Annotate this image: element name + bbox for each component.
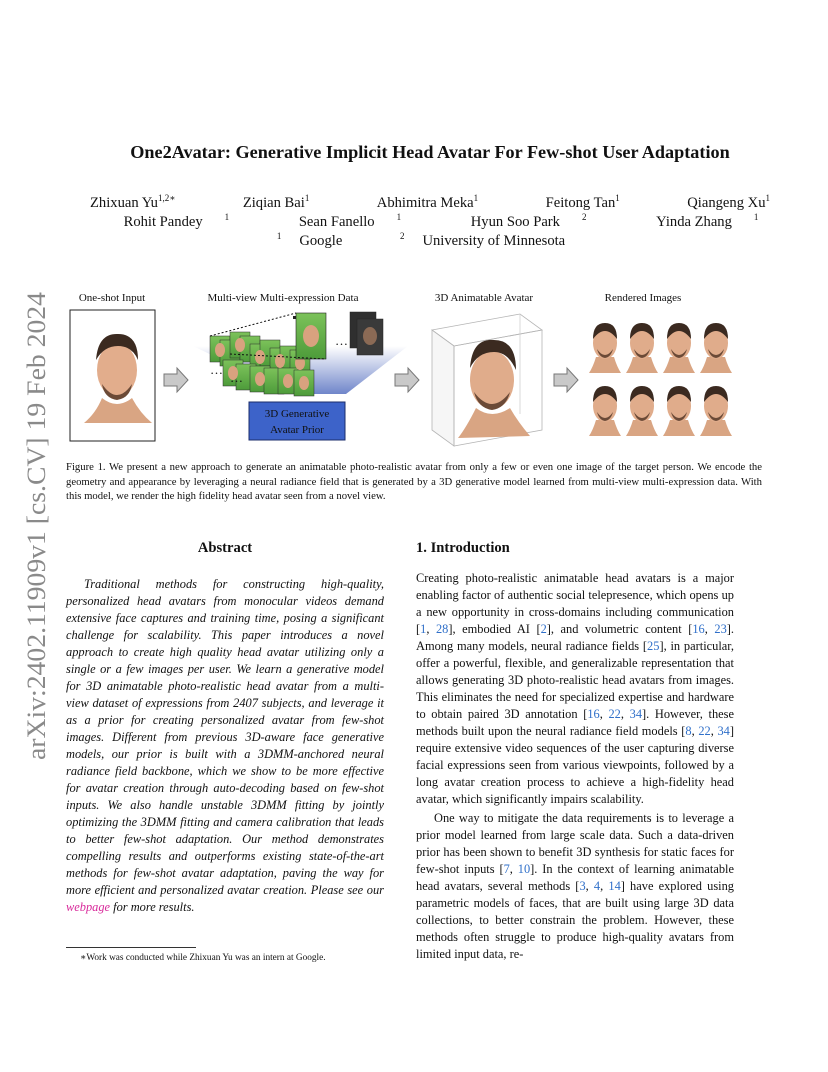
author: Sean Fanello $^1$: [298, 212, 402, 230]
intro-text-run: ,: [585, 879, 594, 893]
intro-text-run: ,: [710, 724, 718, 738]
arxiv-stamp-text: arXiv:2402.11909v1 [cs.CV] 19 Feb 2024: [22, 320, 51, 760]
arxiv-stamp: [22, 290, 52, 760]
rendered-head-thumbnail: [626, 386, 658, 436]
affiliations: [70, 233, 790, 250]
authors-row-2: [70, 214, 790, 231]
arrow-icon: [164, 368, 188, 392]
rendered-head-thumbnail: [663, 323, 695, 373]
citation-link[interactable]: 34: [717, 724, 730, 738]
footnote-rule: [66, 947, 196, 948]
avatar-cube: [432, 314, 542, 446]
intro-text-run: ,: [620, 707, 630, 721]
intro-text-run: ,: [599, 707, 609, 721]
one-shot-input-photo: [70, 310, 155, 441]
introduction-text: [416, 570, 734, 963]
citation-link[interactable]: 16: [692, 622, 705, 636]
label-multiview-data: Multi-view Multi-expression Data: [207, 292, 359, 304]
rendered-head-thumbnail: [700, 386, 732, 436]
ellipsis-dots-2: …: [210, 362, 223, 377]
intro-text-run: ]. However, these methods built upon the neural radiance field models [: [416, 707, 734, 738]
citation-link[interactable]: 16: [587, 707, 600, 721]
intro-text-run: ], embodied AI [: [448, 622, 541, 636]
arxiv-stamp-svg: [22, 290, 52, 760]
prior-line-2: Avatar Prior: [270, 424, 324, 436]
intro-text-run: ] have explored using parametric models of faces, that are built using large 3D data collections, to better constrain the problem. However, these methods often struggle to produce high-quality avatars from limited input data, re-: [416, 879, 734, 961]
intro-text-run: ,: [704, 622, 715, 636]
arrow-icon: [554, 368, 578, 392]
abstract-heading: Abstract: [197, 540, 253, 556]
generative-prior-box: [249, 402, 345, 440]
intro-text-run: ,: [600, 879, 609, 893]
affiliation: $^1$ Google: [276, 231, 343, 249]
rendered-head-thumbnail: [663, 386, 695, 436]
rendered-head-thumbnail: [626, 323, 658, 373]
intro-text-run: One way to mitigate the data requirements is to leverage a prior model learned from large scale data. Such a data-driven prior has been shown to benefit 3D synthesis for static faces for few-shot inputs [: [416, 811, 734, 876]
author: Rohit Pandey $^1$: [123, 212, 230, 230]
ellipsis-dots-1: …: [335, 333, 348, 348]
label-animatable-avatar: 3D Animatable Avatar: [434, 292, 534, 304]
intro-text-run: ,: [426, 622, 436, 636]
rendered-head-thumbnail: [589, 323, 621, 373]
rendered-head-thumbnail: [589, 386, 621, 436]
author: Yinda Zhang $^1$: [656, 212, 759, 230]
rendered-images-grid: [589, 323, 732, 436]
footnote: ∗Work was conducted while Zhixuan Yu was an intern at Google.: [80, 953, 326, 963]
citation-link[interactable]: 14: [608, 879, 621, 893]
intro-text-run: ]. In the context of learning animatable head avatars, several methods [: [416, 862, 734, 893]
teaser-figure-svg: [60, 288, 760, 448]
citation-link[interactable]: 25: [647, 639, 660, 653]
author: Hyun Soo Park $^2$: [470, 212, 587, 230]
author: Zhixuan $Yu^{1,2∗}$: [90, 193, 176, 211]
citation-link[interactable]: 10: [517, 862, 531, 876]
teaser-figure: [60, 288, 760, 448]
author: Ziqian Bai$^1$: [242, 193, 310, 211]
citation-link[interactable]: 22: [698, 724, 711, 738]
citation-link[interactable]: 4: [593, 879, 601, 893]
introduction-heading: 1. Introduction: [416, 540, 510, 556]
intro-text-run: ] require extensive video sequences of the user capturing diverse facial expressions seen from various viewpoints, followed by a long avatar creation process to achieve a high-fidelity head avatar, which significantly impairs scalability.: [416, 724, 734, 806]
citation-link[interactable]: 3: [579, 879, 586, 893]
rendered-head-thumbnail: [700, 323, 732, 373]
citation-link[interactable]: 28: [435, 622, 449, 636]
author: Feitong Tan$^1$: [545, 193, 620, 211]
intro-text-run: ], and volumetric content [: [546, 622, 693, 636]
intro-text-run: ,: [691, 724, 699, 738]
label-one-shot-input: One-shot Input: [78, 292, 146, 304]
intro-paragraph-1: [416, 570, 734, 808]
webpage-link[interactable]: webpage: [66, 900, 111, 914]
paper-title: One2Avatar: Generative Implicit Head Avatar For Few-shot User Adaptation: [130, 142, 730, 162]
abstract-text: Traditional methods for constructing high-quality, personalized head avatars from monocular videos demand extensive face captures and training time, posing a significant challenge for scalability. This paper introduces a novel approach to create high quality head avatar utilizing only a single or a few images per user. We learn a generative model for 3D animatable photo-realistic head avatar from a multi-view dataset of expressions from 2407 subjects, and leverage it as a prior for creating personalized avatar from few-shot images. Different from previous 3D-aware face generative models, our prior is built with a 3DMM-anchored neural radiance field backbone, which we show to be more effective for avatar creation through auto-decoding based on few-shot inputs. We also handle unstable 3DMM fitting by jointly optimizing the 3DMM fitting and camera calibration that leads to better few-shot adaptation. Our method demonstrates compelling results and outperforms existing state-of-the-art methods for few-shot avatar adaptation, paving the way for more efficient and personalized avatar creation. Please see our webpage for more results.: [66, 577, 384, 914]
citation-link[interactable]: 1: [420, 622, 427, 636]
arrow-icon: [395, 368, 419, 392]
label-rendered-images: Rendered Images: [604, 292, 682, 304]
citation-link[interactable]: 34: [629, 707, 643, 721]
intro-paragraph-2: [416, 810, 734, 963]
citation-link[interactable]: 8: [685, 724, 692, 738]
citation-link[interactable]: 23: [714, 622, 727, 636]
citation-link[interactable]: 7: [503, 862, 510, 876]
intro-text-run: Creating photo-realistic animatable head avatars is a major enabling factor of authentic social telepresence, which opens up a new opportunity in cross-domains including communication [: [416, 571, 734, 636]
figure-caption: Figure 1. We present a new approach to generate an animatable photo-realistic avatar from only a few or even one image of the target person. We encode the geometry and appearance by leveraging a neural radiance field that is generated by a 3D generative model learned from multi-view multi-expression data. With this model, we render the high fidelity head avatar seen from a novel view.: [66, 461, 762, 503]
ellipsis-dots-3: …: [230, 370, 243, 385]
affiliation: $^2$ University of Minnesota: [399, 231, 566, 249]
author: Qiangeng Xu$^1$: [687, 193, 770, 211]
citation-link[interactable]: 2: [540, 622, 547, 636]
intro-text-run: ]. Among many models, neural radiance fields [: [416, 622, 734, 653]
author: Abhimitra Meka$^1$: [376, 193, 479, 211]
citation-link[interactable]: 22: [608, 707, 621, 721]
multiview-image-stack: [210, 313, 326, 396]
authors-row-1: [70, 195, 790, 212]
intro-text-run: ,: [509, 862, 518, 876]
prior-line-1: 3D Generative: [264, 408, 330, 420]
intro-text-run: ], in particular, offer a powerful, flexible, and generalizable representation that allows generating 3D photo-realistic head avatars from images. This eliminates the need for specialized expertise and hardware to obtain paired 3D annotation [: [416, 639, 734, 721]
